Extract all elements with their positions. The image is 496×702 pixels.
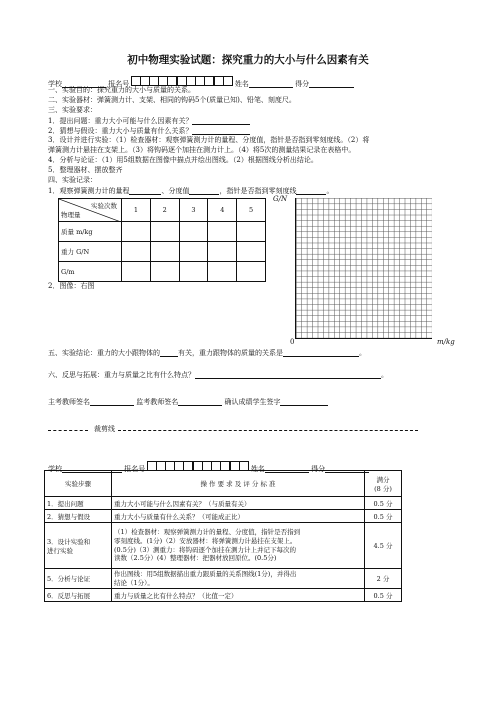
col-header: 5 — [237, 199, 266, 222]
student-sign-label: 确认成绩学生签字 — [224, 398, 281, 406]
cell[interactable] — [237, 262, 266, 282]
score-cell: 0.5 分 — [365, 510, 402, 523]
school-label: 学校 — [48, 465, 62, 473]
zero-blank[interactable] — [296, 187, 326, 195]
cut-line-label: 裁剪线 — [94, 425, 115, 433]
req-4: 4．分析与论证：（1）用5组数据在图像中描点并绘出图线。（2）根据图线分析出结论。 — [48, 156, 318, 164]
cell[interactable] — [150, 262, 179, 282]
cell[interactable] — [208, 262, 237, 282]
cell[interactable] — [208, 222, 237, 242]
name-field[interactable] — [249, 80, 293, 88]
criteria-line: 读数（2.5分）(4）整理器材：把器材放回原位。(0.5分) — [114, 554, 277, 563]
criteria-cell: 重力与质量之比有什么特点？（比值一定） — [112, 589, 365, 602]
col-header: 1 — [122, 199, 151, 222]
cell[interactable] — [150, 222, 179, 242]
col-header: 2 — [150, 199, 179, 222]
score-cell: 0.5 分 — [365, 589, 402, 602]
criteria-cell: 重力大小与质量有什么关系？（可能成正比） — [112, 510, 365, 523]
cell[interactable] — [179, 242, 208, 262]
cell[interactable] — [179, 222, 208, 242]
criteria-line: (0.5分)（3）测重力：将钩码逐个加挂在测力计上并记下每次的 — [114, 545, 297, 554]
reg-no-label: 报名号 — [108, 80, 130, 88]
section-record: 四、实验记录： — [48, 176, 97, 184]
req-2-text: 2．猜想与假设：重力大小与质量有什么关系？ — [48, 127, 193, 135]
full-score-total: (8 分) — [374, 484, 392, 493]
col-full-score — [365, 471, 402, 497]
school-label: 学校 — [48, 80, 62, 88]
row-label-ratio: G/m — [59, 262, 122, 282]
score-field[interactable] — [309, 80, 354, 88]
reg-no-label: 报名号 — [124, 465, 146, 473]
observe-range-label: 1．观察弹簧测力计的量程 — [48, 187, 130, 195]
scoring-table — [44, 470, 402, 602]
score-label: 得分 — [295, 80, 310, 88]
req-3-line1: 3．设计并进行实验：（1）检查器材：观察弹簧测力计的量程、分度值，指针是否指到零刻度线。（2）将 — [48, 136, 370, 144]
step-cell — [45, 523, 112, 569]
score-cell: 0.5 分 — [365, 497, 402, 510]
full-score-label: 满分 — [376, 475, 390, 484]
examiner-sign-field[interactable] — [90, 398, 134, 406]
observe-zero-label: ，指针是否指到零刻度线 — [219, 187, 297, 195]
cut-line-left — [48, 430, 88, 431]
step-line: 进行实验 — [47, 546, 73, 555]
cell[interactable] — [237, 242, 266, 262]
reflection-text: 六、反思与拓展：重力与质量之比有什么特点？ — [48, 371, 195, 379]
signatures — [48, 398, 328, 406]
req-1-blank[interactable] — [192, 117, 250, 125]
step-cell: 1．提出问题 — [45, 497, 112, 510]
student-sign-field[interactable] — [280, 398, 328, 406]
cell[interactable] — [122, 262, 151, 282]
graph-origin: 0 — [290, 338, 295, 346]
section-equipment: 二、实验器材：弹簧测力计、支架、相同的钩码5个(质量已知)、铅笔、刻度尺。 — [48, 96, 296, 104]
reflection-period: 。 — [381, 371, 388, 379]
conclusion-text-2: 有关，重力跟物体的质量的关系是 — [178, 349, 283, 357]
conclusion-blank-1[interactable] — [160, 349, 178, 357]
section-requirements: 三、实验要求： — [48, 106, 97, 114]
step-line: 3．设计实验和 — [47, 537, 91, 546]
header-trial: 实验次数 — [91, 202, 117, 210]
page-title: 初中物理实验试题：探究重力的大小与什么因素有关 — [127, 54, 369, 66]
criteria-line: 零刻度线。(1分)（2）安放器材：将弹簧测力计悬挂在支架上。 — [114, 536, 297, 545]
step-cell: 5．分析与论证 — [45, 569, 112, 589]
step-cell: 2．猜想与假设 — [45, 510, 112, 523]
step-cell: 6．反思与拓展 — [45, 589, 112, 602]
criteria-line: （1）检查器材：观察弹簧测力计的量程、分度值，指针是否指到 — [114, 527, 301, 536]
cell[interactable] — [122, 222, 151, 242]
observe-division-label: 、分度值 — [161, 187, 190, 195]
criteria-line: 作出图线：用5组数据描出重力跟质量的关系图线(1分)，并得出 — [114, 570, 297, 579]
cell[interactable] — [150, 242, 179, 262]
section-reflection — [48, 371, 388, 379]
cut-line-right — [118, 430, 418, 431]
row-label-weight: 重力 G/N — [59, 242, 122, 262]
conclusion-text-1: 五、实验结论：重力的大小跟物体的 — [48, 349, 160, 357]
cell[interactable] — [237, 222, 266, 242]
req-3-line2: 弹簧测力计悬挂在支架上。（3）将钩码逐个加挂在测力计上。（4）将5次的测量结果记录在表格中。 — [48, 146, 356, 154]
proctor-sign-field[interactable] — [178, 398, 222, 406]
req-1-text: 1．提出问题：重力大小可能与什么因素有关？ — [48, 117, 193, 125]
cell[interactable] — [208, 242, 237, 262]
criteria-line: 结论（1分）。 — [114, 578, 154, 587]
proctor-sign-label: 监考教师签名 — [136, 398, 179, 406]
record-table-corner — [59, 199, 122, 222]
col-header: 4 — [208, 199, 237, 222]
record-observe — [48, 187, 333, 195]
section-purpose: 一、实验目的：探究重力的大小与质量的关系。 — [48, 86, 195, 94]
observe-period: 。 — [326, 187, 334, 195]
criteria-cell — [112, 569, 365, 589]
criteria-cell: 重力大小可能与什么因素有关？（与质量有关） — [112, 497, 365, 510]
req-1 — [48, 117, 250, 125]
col-step: 实验步骤 — [45, 471, 112, 497]
examiner-sign-label: 主考教师签名 — [48, 398, 90, 406]
conclusion-period: 。 — [359, 349, 366, 357]
cell[interactable] — [179, 262, 208, 282]
score-cell: 4.5 分 — [365, 523, 402, 569]
record-table — [58, 198, 266, 282]
criteria-cell — [112, 523, 365, 569]
row-label-mass: 质量 m/kg — [59, 222, 122, 242]
name-label: 姓名 — [234, 80, 249, 88]
name-label: 姓名 — [250, 465, 265, 473]
req-2-blank[interactable] — [192, 127, 250, 135]
graph-grid[interactable] — [295, 198, 432, 339]
req-5: 5．整理器材、摆放整齐 — [48, 166, 123, 174]
score-cell: 2 分 — [365, 569, 402, 589]
req-2 — [48, 127, 250, 135]
graph-y-label: G/N — [273, 195, 288, 203]
conclusion-blank-2[interactable] — [283, 349, 359, 357]
division-blank[interactable] — [189, 187, 219, 195]
graph-x-label: m/kg — [437, 338, 455, 346]
record-graph-note: 2．图像：右图 — [48, 282, 95, 290]
range-blank[interactable] — [129, 187, 161, 195]
cell[interactable] — [122, 242, 151, 262]
reflection-blank[interactable] — [195, 371, 381, 379]
section-conclusion — [48, 349, 366, 357]
score-label: 得分 — [311, 465, 326, 473]
header-quantity: 物理量 — [61, 211, 81, 219]
col-criteria: 操 作 要 求 及 评 分 标 准 — [112, 471, 365, 497]
col-header: 3 — [179, 199, 208, 222]
